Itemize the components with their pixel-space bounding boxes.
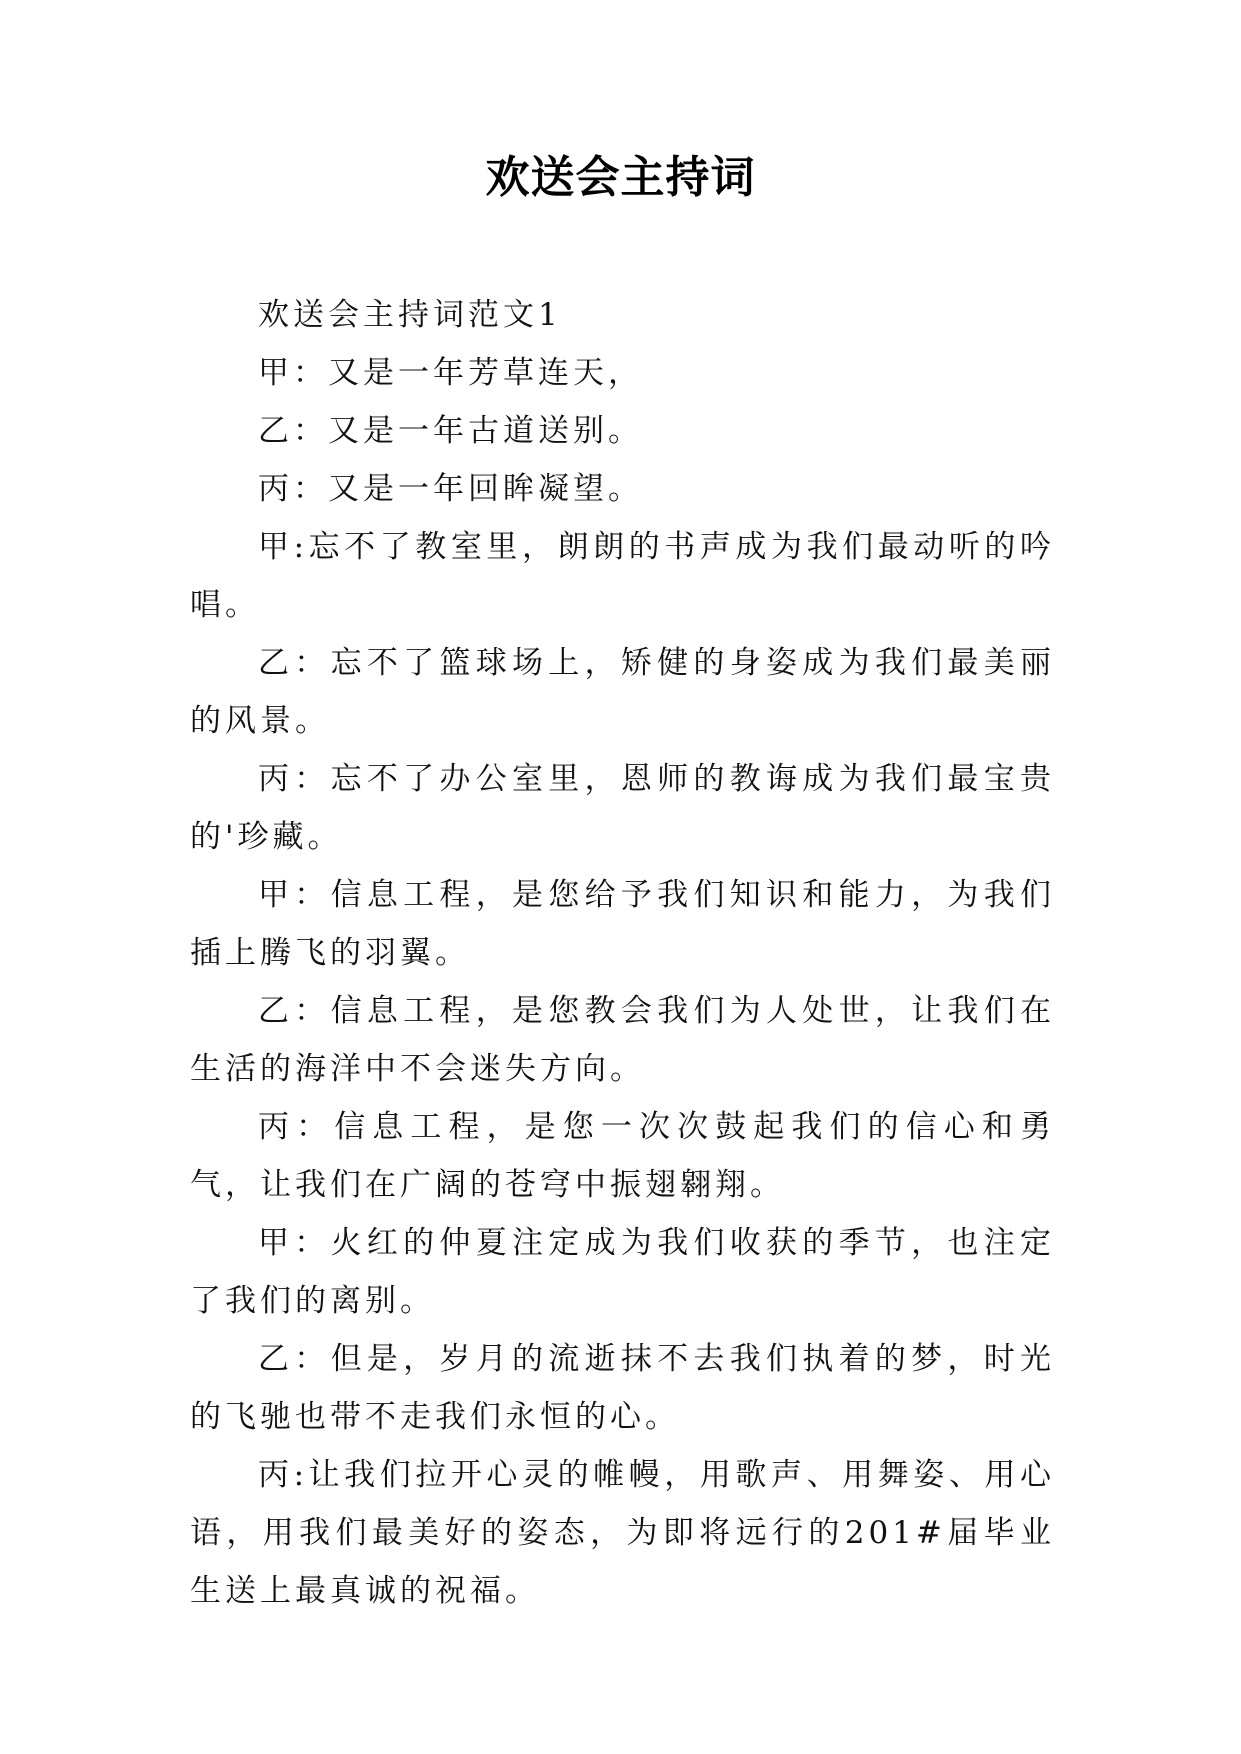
paragraph-heading: 欢送会主持词范文1 bbox=[258, 297, 562, 333]
document-title: 欢送会主持词 bbox=[485, 152, 756, 203]
document-body bbox=[190, 286, 1055, 1620]
paragraph: 乙：但是，岁月的流逝抹不去我们执着的梦，时光的飞驰也带不走我们永恒的心。 bbox=[190, 1341, 1055, 1435]
paragraph: 丙：忘不了办公室里，恩师的教诲成为我们最宝贵的'珍藏。 bbox=[190, 761, 1055, 855]
paragraph: 丙：信息工程，是您一次次鼓起我们的信心和勇气，让我们在广阔的苍穹中振翅翱翔。 bbox=[190, 1109, 1055, 1203]
paragraph: 甲：又是一年芳草连天， bbox=[258, 355, 643, 391]
paragraph: 乙：又是一年古道送别。 bbox=[258, 413, 643, 449]
paragraph: 甲:忘不了教室里，朗朗的书声成为我们最动听的吟唱。 bbox=[190, 529, 1055, 623]
paragraph: 乙：忘不了篮球场上，矫健的身姿成为我们最美丽的风景。 bbox=[190, 645, 1055, 739]
paragraph: 甲：火红的仲夏注定成为我们收获的季节，也注定了我们的离别。 bbox=[190, 1225, 1055, 1319]
paragraph: 乙：信息工程，是您教会我们为人处世，让我们在生活的海洋中不会迷失方向。 bbox=[190, 993, 1055, 1087]
paragraph: 丙：又是一年回眸凝望。 bbox=[258, 471, 643, 507]
paragraph: 丙:让我们拉开心灵的帷幔，用歌声、用舞姿、用心语，用我们最美好的姿态，为即将远行的201#届毕业生送上最真诚的祝福。 bbox=[190, 1457, 1055, 1609]
paragraph: 甲：信息工程，是您给予我们知识和能力，为我们插上腾飞的羽翼。 bbox=[190, 877, 1055, 971]
